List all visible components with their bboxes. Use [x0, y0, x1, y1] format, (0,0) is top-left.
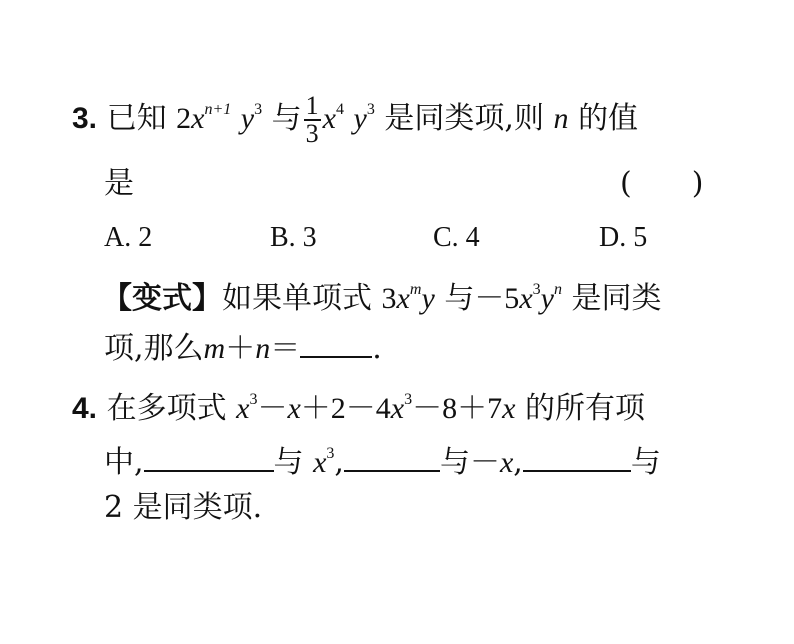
q3-answer-paren [620, 166, 703, 202]
variant-eq: ＝ [270, 332, 301, 365]
variant-line2 [104, 328, 382, 367]
variant-n2: n [255, 332, 271, 365]
variant-y: y [421, 282, 435, 315]
q4-comma1: , [334, 445, 344, 480]
q3-y2: y [353, 102, 367, 135]
q3-n: n [553, 102, 569, 135]
q3-exp-x2: 4 [336, 101, 344, 118]
q3-fraction [304, 93, 321, 147]
q4-poly-x: x [236, 392, 250, 425]
q4-with2: 与－ [439, 445, 500, 480]
q3-option-a: A. 2 [104, 222, 153, 253]
q4-poly-mid: － [257, 392, 288, 425]
q3-option-b: B. 3 [270, 222, 317, 253]
q3-option-d: D. 5 [599, 222, 648, 253]
q3-tail2: 的值 [578, 101, 639, 136]
variant-tail: 是同类 [571, 281, 662, 316]
q4-poly-x2: x [287, 392, 301, 425]
variant-m2: m [203, 332, 226, 365]
q4-t1x: x [313, 446, 327, 479]
q3-tail: 是同类项,则 [384, 101, 544, 136]
variant-line2-start: 项,那么 [104, 331, 204, 366]
variant-x2: x [519, 282, 533, 315]
q3-paren: ( ) [620, 166, 704, 201]
variant-y2: y [540, 282, 554, 315]
q3-exp-y: 3 [254, 101, 263, 118]
variant-neg: －5 [474, 282, 520, 315]
q4-text1: 在多项式 [106, 391, 227, 426]
q4-tail: 的所有项 [524, 391, 645, 426]
q4-line3 [104, 490, 262, 526]
q4-line3-text: 2 是同类项. [104, 490, 263, 525]
q4-poly-rest: ＋2－4 [300, 392, 391, 425]
q3-line2-text: 是 [104, 166, 134, 201]
q4-blank-2[interactable] [344, 442, 440, 472]
q3-known: 已知 [106, 101, 167, 136]
q4-comma2: , [513, 445, 523, 480]
variant-n: n [553, 281, 562, 298]
q4-with3: 与 [630, 445, 661, 480]
variant-line1 [102, 272, 662, 317]
q3-line1 [72, 92, 638, 147]
q4-blank-3[interactable] [523, 442, 631, 472]
q3-exp-y2: 3 [366, 101, 375, 118]
q3-with: 与 [271, 101, 302, 136]
q4-line2 [104, 436, 661, 481]
q4-poly-e2: 3 [404, 391, 413, 408]
variant-end: . [372, 331, 382, 366]
variant-with: 与 [444, 281, 475, 316]
q4-line1 [72, 382, 645, 427]
variant-x: x [396, 282, 410, 315]
variant-m: m [409, 281, 422, 298]
q3-y: y [240, 102, 255, 135]
variant-exp3: 3 [532, 281, 541, 298]
q3-x2: x [322, 102, 336, 135]
variant-tag: 【变式】 [102, 281, 222, 316]
q3-option-c: C. 4 [433, 222, 480, 253]
variant-text1: 如果单项式 [222, 281, 372, 316]
q3-coef: 2 [176, 102, 192, 135]
q4-t2x: x [499, 446, 514, 479]
q4-poly-x3: x [390, 392, 405, 425]
q3-line2 [104, 166, 134, 202]
variant-answer-blank[interactable] [300, 328, 372, 358]
q3-frac-den: 3 [305, 119, 319, 148]
q4-poly-x4: x [502, 392, 516, 425]
q3-exp1: n+1 [204, 101, 232, 118]
q4-number: 4. [72, 392, 98, 425]
q3-x: x [191, 102, 205, 135]
q4-poly-rest2: －8＋7 [412, 392, 503, 425]
q4-with1: 与 [273, 445, 304, 480]
q3-number: 3. [72, 102, 98, 135]
q4-blank-1[interactable] [144, 442, 274, 472]
q3-frac-num: 1 [305, 91, 319, 120]
q4-line2-start: 中, [104, 445, 144, 480]
variant-coef: 3 [381, 282, 397, 315]
variant-plus: ＋ [225, 332, 256, 365]
q4-t1e: 3 [326, 445, 335, 462]
q4-poly-e1: 3 [249, 391, 258, 408]
